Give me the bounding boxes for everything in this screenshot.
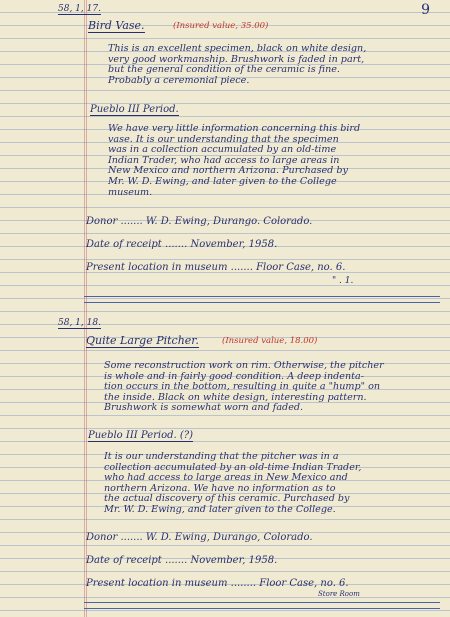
- donor-line: Donor ....... W. D. Ewing, Durango, Colorado.: [86, 532, 313, 543]
- item-title: Bird Vase.: [88, 19, 145, 32]
- item-title: Quite Large Pitcher.: [86, 334, 199, 347]
- description: This is an excellent specimen, black on white design, very good workmanship. Brushwork is faded in part, but the general condition of the ceramic is fine. Probably a ceremonial piece.: [108, 43, 367, 86]
- location-note: " . 1.: [332, 276, 354, 286]
- entry-divider: [84, 602, 440, 609]
- catalog-number: 58, 1, 18.: [58, 318, 101, 328]
- receipt-date-line: Date of receipt ....... November, 1958.: [86, 239, 278, 250]
- location-note: Store Room: [318, 590, 360, 598]
- insured-value: (Insured value, 35.00): [173, 21, 269, 31]
- history: It is our understanding that the pitcher was in a collection accumulated by an old-time Indian Trader, who had access to large areas in New Mexico and northern Arizona. We have no information as to the actual discovery of this ceramic. Purchased by Mr. W. D. Ewing, and later given to the College.: [104, 451, 362, 515]
- margin-line: [86, 0, 87, 617]
- margin-line: [84, 0, 85, 617]
- period-heading: Pueblo III Period.: [90, 104, 179, 115]
- page-number: 9: [421, 2, 430, 18]
- location-line: Present location in museum ........ Floor Case, no. 6.: [86, 578, 349, 589]
- history: We have very little information concerning this bird vase. It is our understanding that the specimen was in a collection accumulated by an old-time Indian Trader, who had access to large areas in New Mexico and northern Arizona. Purchased by Mr. W. D. Ewing, and later given to the College museum.: [108, 123, 361, 198]
- donor-line: Donor ....... W. D. Ewing, Durango. Colorado.: [86, 216, 313, 227]
- location-line: Present location in museum ....... Floor Case, no. 6.: [86, 262, 346, 273]
- description: Some reconstruction work on rim. Otherwise, the pitcher is whole and in fairly good condition. A deep indenta- tion occurs in the bottom, resulting in quite a "hump" on the inside. Black on white design, interesting pattern. Brushwork is somewhat worn and faded.: [104, 360, 384, 414]
- period-heading: Pueblo III Period. (?): [88, 430, 194, 441]
- entry-divider: [84, 296, 440, 303]
- receipt-date-line: Date of receipt ....... November, 1958.: [86, 555, 278, 566]
- catalog-number: 58, 1, 17.: [58, 4, 101, 14]
- insured-value: (Insured value, 18.00): [222, 336, 318, 346]
